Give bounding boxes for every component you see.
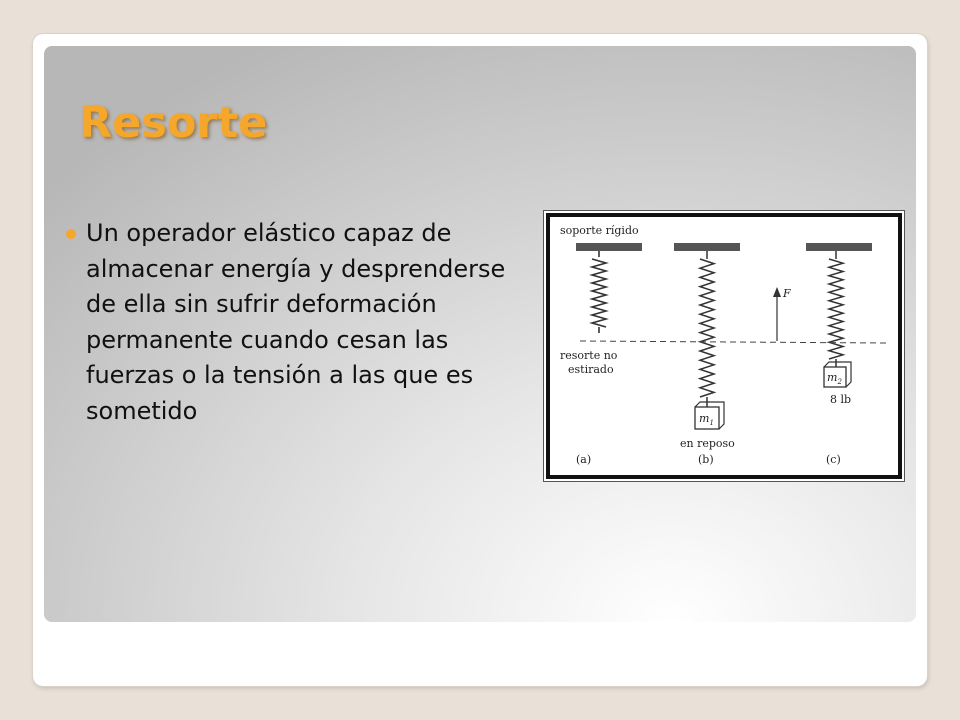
label-force: F <box>783 287 791 300</box>
support-a <box>576 243 642 251</box>
support-b <box>674 243 740 251</box>
bullet-dot-icon <box>66 229 76 239</box>
label-unstretched-2: estirado <box>568 363 614 376</box>
slide-title: Resorte <box>79 98 268 148</box>
label-c: (c) <box>826 453 841 466</box>
label-support: soporte rígido <box>560 224 639 237</box>
spring-figure <box>546 213 902 479</box>
label-weight: 8 lb <box>830 393 852 406</box>
spring-a <box>592 251 606 333</box>
reference-line <box>580 341 886 343</box>
support-c <box>806 243 872 251</box>
label-mass1: $m_1$ <box>699 412 714 427</box>
spring-b <box>700 251 714 407</box>
label-b: (b) <box>698 453 714 466</box>
bullet-text: Un operador elástico capaz de almacenar energía y desprenderse de ella sin sufrir deformación permanente cuando cesan las fuerzas o la tensión a las que es sometido <box>86 219 506 425</box>
slide <box>44 46 916 622</box>
spring-diagram <box>550 217 898 475</box>
label-a: (a) <box>576 453 592 466</box>
label-mass2: $m_2$ <box>827 371 842 386</box>
label-unstretched-1: resorte no <box>560 349 618 362</box>
spring-c <box>829 251 843 367</box>
force-arrow-icon <box>773 287 781 341</box>
bullet-list <box>66 216 536 429</box>
label-rest: en reposo <box>680 437 735 450</box>
